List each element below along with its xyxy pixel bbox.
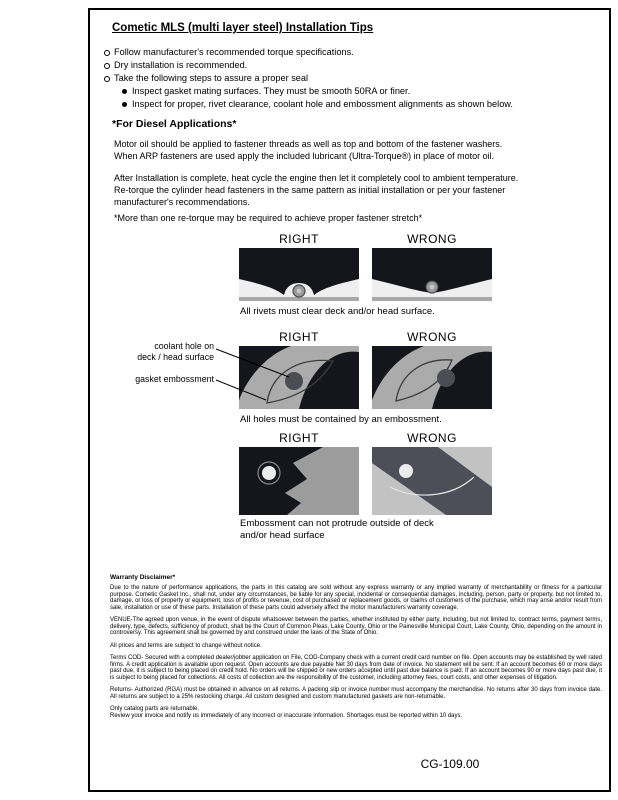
coolant-hole-label — [106, 341, 214, 363]
coolant-hole-label-line1: coolant hole on — [154, 341, 214, 351]
disclaimer-paragraph: VENUE-The agreed upon venue, in the event of dispute whatsoever between the parties, whether instituted by either party, including, but not limited to, contract terms, payment terms, delivery, type, defects, sufficiency of product, shall be the Court of Common Pleas, Lake County, Ohio or the Painesville Municipal Court, Lake County, Ohio, depending on the amount in controversy. This agreement shall be governed by and construed under the laws of the State of Ohio. — [110, 617, 602, 636]
bolt-hole — [399, 464, 413, 478]
diesel-paragraph-2: After Installation is complete, heat cycle the engine then let it completely cool to ambient temperature. Re-torque the cylinder head fasteners in the same pattern as initial installation or per your fastener manufacturer's recommendations. — [114, 173, 519, 207]
emboss-caption-line1: Embossment can not protrude outside of deck — [240, 518, 434, 529]
right-label-holes: RIGHT — [279, 330, 319, 344]
wrong-label-rivets: WRONG — [407, 232, 457, 246]
diagram-rivet-right-svg — [239, 248, 359, 301]
holes-caption: All holes must be contained by an embossment. — [240, 414, 442, 425]
disclaimer-paragraph: Due to the nature of performance applications, the parts in this catalog are sold without any express warranty or any implied warranty of merchantability or fitness for a particular purpose. Cometic Gasket Inc., shall not, under any circumstances, be liable for any special, incidental or consequential damages, including, person, party or property, but not limited to, damage, or loss of property or equipment, loss of profits or revenue, cost of purchased or replacement goods, or claims of customers of the purchase, which may arise and/or result from sale, installation or use of these parts. Installation of these parts could adversely affect the motor manufacturers warranty coverage. — [110, 585, 602, 611]
tip-text: Follow manufacturer's recommended torque specifications. — [114, 47, 354, 57]
rivet-caption: All rivets must clear deck and/or head surface. — [240, 306, 435, 317]
bullet-filled-icon — [122, 102, 127, 107]
bullet-filled-icon — [122, 89, 127, 94]
diagram-rivet-wrong-svg — [372, 248, 492, 301]
right-label-rivets: RIGHT — [279, 232, 319, 246]
diesel-applications-heading: *For Diesel Applications* — [112, 118, 237, 130]
diagram-rivet-wrong — [372, 248, 492, 301]
tip-text: Inspect for proper, rivet clearance, coolant hole and embossment alignments as shown below. — [132, 99, 513, 109]
diagram-coolant-right-svg — [239, 346, 359, 409]
diagram-coolant-right — [239, 346, 359, 409]
disclaimer-paragraph: Review your invoice and notify us immediately of any incorrect or inaccurate information. Shortages must be reported within 10 days. — [110, 712, 463, 719]
page-code: CG-109.00 — [420, 757, 480, 771]
coolant-hole — [437, 369, 455, 387]
right-label-emboss: RIGHT — [279, 431, 319, 445]
list-item — [122, 98, 513, 111]
list-item — [104, 59, 513, 72]
diagram-coolant-wrong-svg — [372, 346, 492, 409]
diagram-emboss-wrong-svg — [372, 447, 492, 515]
diagram-emboss-right-svg — [239, 447, 359, 515]
warranty-disclaimer — [110, 574, 602, 719]
disclaimer-paragraph: Terms COD- Secured with a completed dealer/jobber application on File, COD-Company check with a current credit card number on file. Open accounts may be established by well rated firms. A credit application is available upon request. Open accounts are due payable Net 30 days from date of invoice. No statement will be sent. If an account becomes 60 or more days past due, it is subject to being placed on credit hold. No orders will be shipped or new orders accepted until past due balance is paid. If an account becomes 90 or more days past due, it is subject to being placed for collections. All costs of collection are the responsibility of the customer, including attorney fees, court costs, and other expenses of litigation. — [110, 655, 602, 681]
wrong-label-holes: WRONG — [407, 330, 457, 344]
gasket-edge — [372, 297, 492, 301]
gasket-edge — [239, 297, 359, 301]
gasket-embossment-label — [106, 374, 214, 385]
bullet-open-icon — [104, 76, 110, 82]
bullet-open-icon — [104, 50, 110, 56]
rivet-center — [297, 289, 302, 294]
gasket-embossment-label-text: gasket embossment — [135, 374, 214, 384]
diagram-rivet-right — [239, 248, 359, 301]
coolant-hole — [285, 372, 303, 390]
diesel-paragraph-1: Motor oil should be applied to fastener threads as well as top and bottom of the fastener washers. When ARP fasteners are used apply the included lubricant (Ultra-Torque®) in place of motor oil. — [114, 139, 503, 161]
bullet-open-icon — [104, 63, 110, 69]
diagram-emboss-wrong — [372, 447, 492, 515]
emboss-caption-line2: and/or head surface — [240, 530, 325, 541]
page-title: Cometic MLS (multi layer steel) Installation Tips — [112, 22, 374, 34]
tip-text: Take the following steps to assure a proper seal — [114, 73, 309, 83]
coolant-hole-label-line2: deck / head surface — [137, 352, 214, 362]
wrong-label-emboss: WRONG — [407, 431, 457, 445]
rivet-center — [430, 285, 435, 290]
diagram-coolant-wrong — [372, 346, 492, 409]
tip-text: Inspect gasket mating surfaces. They must be smooth 50RA or finer. — [132, 86, 411, 96]
disclaimer-paragraph: All prices and terms are subject to change without notice. — [110, 642, 262, 649]
list-item — [104, 46, 513, 59]
disclaimer-paragraph: Only catalog parts are returnable. — [110, 706, 200, 712]
disclaimer-paragraph: Returns- Authorized (RGA) must be obtained in advance on all returns. A packing slip or invoice number must accompany the merchandise. No returns after 30 days from invoice date. All returns are subject to a 25% restocking charge. All custom designed and custom manufactured gaskets are non-returnable. — [110, 687, 602, 700]
list-item — [122, 85, 513, 98]
retorque-note: *More than one re-torque may be required to achieve proper fastener stretch* — [114, 213, 423, 223]
installation-tips-list — [104, 46, 513, 111]
bolt-hole — [262, 466, 276, 480]
tip-text: Dry installation is recommended. — [114, 60, 248, 70]
page-frame — [88, 8, 611, 792]
diagram-emboss-right — [239, 447, 359, 515]
list-item — [104, 72, 513, 85]
disclaimer-heading: Warranty Disclaimer* — [110, 574, 176, 581]
